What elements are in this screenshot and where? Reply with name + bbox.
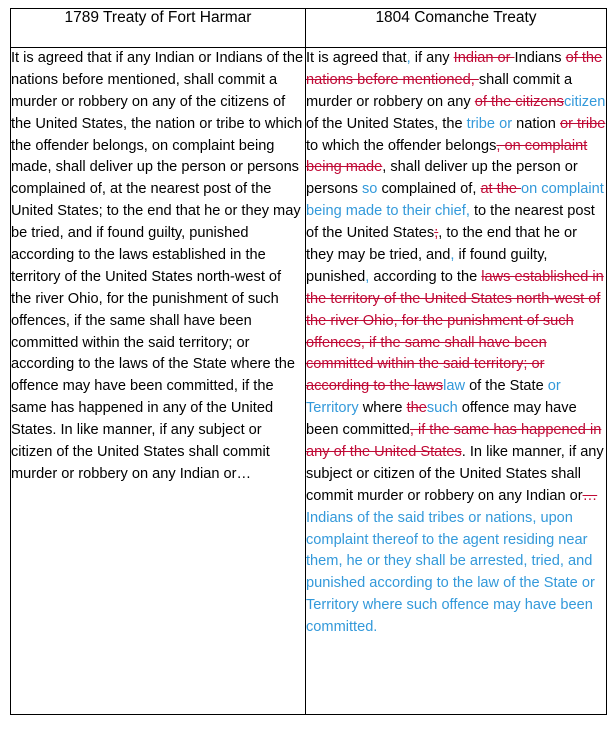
redline-deletion: laws established in the territory of the United States north-west of the river Ohio, for the punishment of such offences, if the same shall have been committed within the said territory; or according to the laws <box>306 268 604 395</box>
redline-unchanged: It is agreed that <box>306 50 407 66</box>
redline-insertion: Indians of the said tribes or nations, upon complaint thereof to the agent residing near them, he or they shall be arrested, tried, and punished according to the law of the State or Territory where such offence may have been committed. <box>306 509 595 636</box>
redline-deletion: of the nations before mentioned, <box>306 50 603 88</box>
redline-deletion: the <box>406 400 427 417</box>
redline-insertion: so <box>361 181 382 198</box>
redline-insertion: , <box>365 268 370 285</box>
redline-deletion: or tribe <box>559 115 606 132</box>
treaty-1804-redline-paragraph <box>306 48 606 639</box>
redline-insertion: on complaint being made to their chief, <box>306 181 604 220</box>
table-header-row-group <box>11 9 607 48</box>
table-row <box>11 48 607 715</box>
treaty-comparison-table <box>10 8 607 715</box>
redline-unchanged: if any <box>410 50 454 66</box>
redline-unchanged: to which the offender belongs <box>306 137 497 154</box>
redline-deletion: … <box>582 487 598 504</box>
redline-unchanged: to the nearest post of the United States <box>306 203 595 242</box>
redline-deletion: , on complaint being made <box>306 137 588 176</box>
redline-unchanged: complained of, <box>381 181 481 198</box>
redline-insertion: citizen <box>563 93 606 110</box>
redline-deletion: Indian or <box>453 50 515 66</box>
redline-insertion: , <box>406 50 411 66</box>
cell-1789-treaty-text <box>11 48 306 715</box>
redline-insertion: such <box>426 400 458 417</box>
redline-deletion: at the <box>480 181 522 198</box>
redline-unchanged: of the United States, the <box>306 115 467 132</box>
redline-unchanged: of the State <box>465 378 548 395</box>
treaty-1789-paragraph: It is agreed that if any Indian or Indians of the nations before mentioned, shall commit a murder or robbery on any of the citizens of the United States, the nation or tribe to which the offender belongs, on complaint being made, shall deliver up the person or persons complained of, at the nearest post of the United States; to the end that he or they may be tried, and if found guilty, punished according to the laws established in the territory of the United States north-west of the river Ohio, for the punishment of such offences, if the same shall have been committed within the said territory; or according to the laws of the State where the offence may have been committed, if the same has happened in any of the United States. In like manner, if any subject or citizen of the United States shall commit murder or robbery on any Indian or… <box>11 50 304 482</box>
redline-unchanged: , shall deliver up the person or persons <box>306 159 578 198</box>
redline-deletion: , if the same has happened in any of the United States <box>306 422 602 461</box>
redline-unchanged: according to the <box>369 268 482 285</box>
redline-insertion: , <box>450 247 455 264</box>
redline-unchanged: , to the end that he or they may be tried, and <box>306 225 577 264</box>
redline-unchanged: Indians <box>514 50 566 66</box>
column-header-1804-treaty: 1804 Comanche Treaty <box>306 9 607 48</box>
redline-unchanged: offence may have been committed <box>306 400 577 439</box>
redline-unchanged: nation <box>516 115 560 132</box>
column-header-1789-treaty: 1789 Treaty of Fort Harmar <box>11 9 306 48</box>
redline-unchanged: if found guilty, punished <box>306 247 548 285</box>
redline-deletion: ; <box>434 225 439 242</box>
redline-insertion: or Territory <box>306 378 561 417</box>
redline-deletion: of the citizens <box>474 93 564 110</box>
redline-unchanged: where <box>362 400 407 417</box>
table-body <box>11 48 607 715</box>
redline-unchanged: shall commit a murder or robbery on any <box>306 71 573 110</box>
cell-1804-treaty-redline <box>306 48 607 715</box>
redline-insertion: law <box>443 378 466 395</box>
redline-unchanged: . In like manner, if any subject or citizen of the United States shall commit murder or robbery on any Indian or <box>306 444 604 504</box>
table-header-row <box>11 9 607 48</box>
redline-insertion: tribe or <box>466 115 517 132</box>
